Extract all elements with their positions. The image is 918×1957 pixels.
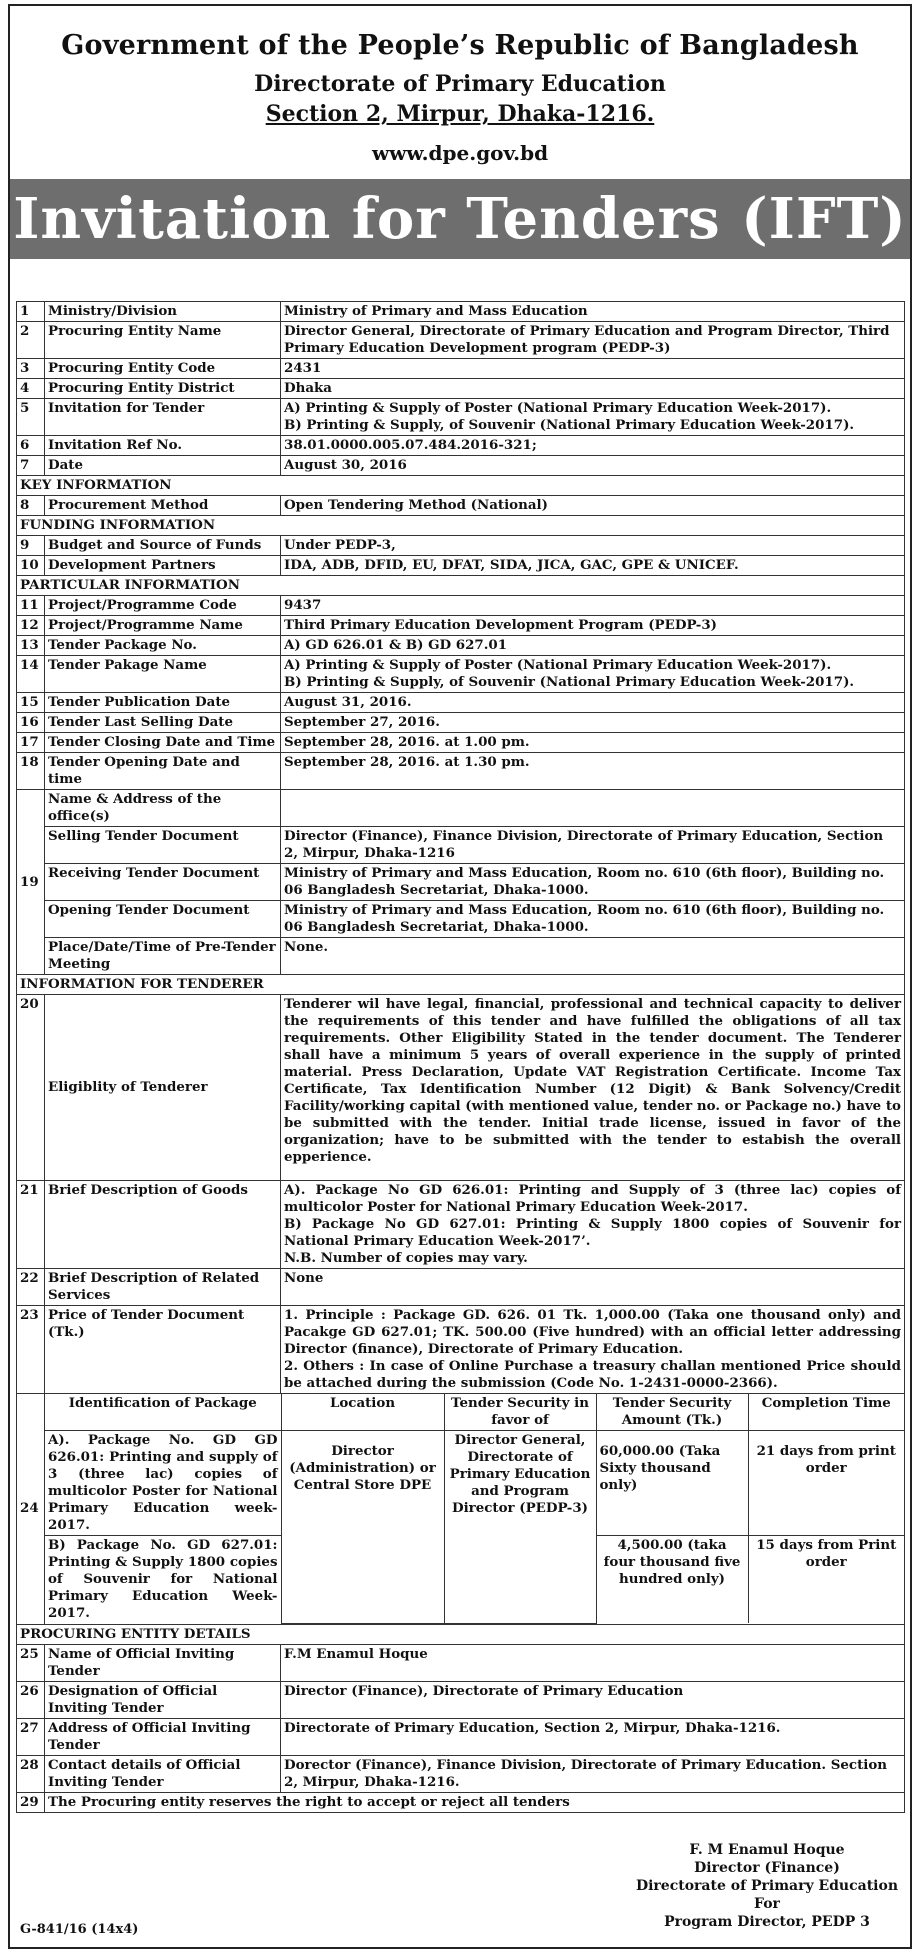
row-value: Director General, Directorate of Primary Education and Program Director, Third Primary Education Development program (PEDP-3): [281, 322, 905, 359]
row-number: 10: [17, 556, 45, 576]
row-label: Project/Programme Name: [45, 616, 281, 636]
row-value: August 30, 2016: [281, 456, 905, 476]
row-label: Name of Official Inviting Tender: [45, 1644, 281, 1681]
row-value: The Procuring entity reserves the right to accept or reject all tenders: [45, 1792, 905, 1812]
row-value: Director (Finance), Finance Division, Directorate of Primary Education, Section 2, Mirpur, Dhaka-1216: [281, 827, 905, 864]
row-number: 5: [17, 399, 45, 436]
value-line: A) Printing & Supply of Poster (National Primary Education Week-2017).: [284, 400, 832, 416]
row-label: Invitation Ref No.: [45, 436, 281, 456]
signatory-organization: Directorate of Primary Education: [635, 1878, 898, 1894]
row-number: 28: [17, 1755, 45, 1792]
value-line: A) Printing & Supply of Poster (National Primary Education Week-2017).: [284, 657, 832, 673]
row-label: Tender Opening Date and time: [45, 753, 281, 790]
row-number: 24: [17, 1394, 45, 1625]
signatory-program: Program Director, PEDP 3: [664, 1914, 870, 1930]
table-row: [17, 901, 905, 938]
table-row: [17, 864, 905, 901]
row-value: [281, 399, 905, 436]
row-label: Development Partners: [45, 556, 281, 576]
table-row: [17, 496, 905, 516]
package-completion-time: 15 days from Print order: [748, 1536, 904, 1624]
row-label: Price of Tender Document (Tk.): [45, 1306, 281, 1394]
row-number: 12: [17, 616, 45, 636]
row-label: Contact details of Official Inviting Tender: [45, 1755, 281, 1792]
row-label: Tender Pakage Name: [45, 656, 281, 693]
package-security-amount: 60,000.00 (Taka Sixty thousand only): [596, 1431, 748, 1536]
row-value: Dhaka: [281, 379, 905, 399]
directorate-address: Section 2, Mirpur, Dhaka-1216.: [265, 101, 655, 127]
row-value: Under PEDP-3,: [281, 536, 905, 556]
row-number: 27: [17, 1718, 45, 1755]
row-value: Directorate of Primary Education, Section 2, Mirpur, Dhaka-1216.: [281, 1718, 905, 1755]
row-label: Brief Description of Goods: [45, 1181, 281, 1269]
row-number: 19: [17, 790, 45, 975]
table-row: [17, 790, 905, 827]
table-row: [17, 536, 905, 556]
row-value: Dorector (Finance), Finance Division, Directorate of Primary Education. Section 2, Mirpur, Dhaka-1216.: [281, 1755, 905, 1792]
row-number: 25: [17, 1644, 45, 1681]
row-value: [281, 1306, 905, 1394]
row-number: 29: [17, 1792, 45, 1812]
section-heading: KEY INFORMATION: [17, 476, 905, 496]
row-label: Receiving Tender Document: [45, 864, 281, 901]
package-identification: A). Package No. GD GD 626.01: Printing and supply of 3 (three lac) copies of multicolor Poster for National Primary Education week-2017.: [45, 1431, 281, 1536]
row-label: Procurement Method: [45, 496, 281, 516]
row-number: 13: [17, 636, 45, 656]
row-number: 14: [17, 656, 45, 693]
row-value: Third Primary Education Development Program (PEDP-3): [281, 616, 905, 636]
table-row: [17, 938, 905, 975]
table-row: [17, 616, 905, 636]
row-number: 8: [17, 496, 45, 516]
row-label: Name & Address of the office(s): [45, 790, 281, 827]
row-value: Ministry of Primary and Mass Education, Room no. 610 (6th floor), Building no. 06 Bangladesh Secretariat, Dhaka-1000.: [281, 901, 905, 938]
notice-header: [10, 30, 910, 165]
row-value: Director (Finance), Directorate of Primary Education: [281, 1681, 905, 1718]
value-line: A). Package No GD 626.01: Printing and Supply of 3 (three lac) copies of multicolor Poster for National Primary Education Week-2017.: [284, 1182, 901, 1215]
value-line: B) Package No GD 627.01: Printing & Supply 1800 copies of Souvenir for National Primary Education Week-2017’.: [284, 1216, 901, 1249]
row-number: 6: [17, 436, 45, 456]
package-table: [45, 1394, 904, 1624]
row-number: 26: [17, 1681, 45, 1718]
package-table-cell: [45, 1394, 905, 1625]
table-row: [17, 827, 905, 864]
package-header: Location: [281, 1394, 444, 1431]
row-value: F.M Enamul Hoque: [281, 1644, 905, 1681]
directorate-title: Directorate of Primary Education: [254, 71, 666, 97]
row-number: 16: [17, 713, 45, 733]
section-heading-row: [17, 576, 905, 596]
row-number: 21: [17, 1181, 45, 1269]
table-row: [17, 399, 905, 436]
row-value: None.: [281, 938, 905, 975]
row-label: Invitation for Tender: [45, 399, 281, 436]
row-value: IDA, ADB, DFID, EU, DFAT, SIDA, JICA, GAC, GPE & UNICEF.: [281, 556, 905, 576]
table-row: [17, 1306, 905, 1394]
table-row: [17, 1718, 905, 1755]
package-location: Director (Administration) or Central Store DPE: [281, 1431, 444, 1624]
row-number: 22: [17, 1269, 45, 1306]
row-number: 18: [17, 753, 45, 790]
website-link[interactable]: www.dpe.gov.bd: [371, 141, 549, 165]
table-row: [17, 1269, 905, 1306]
row-number: 17: [17, 733, 45, 753]
row-number: 3: [17, 359, 45, 379]
section-heading-row: [17, 1624, 905, 1644]
value-line: B) Printing & Supply, of Souvenir (National Primary Education Week-2017).: [284, 674, 855, 690]
table-row: [17, 1644, 905, 1681]
row-number: 9: [17, 536, 45, 556]
row-label: Designation of Official Inviting Tender: [45, 1681, 281, 1718]
package-row: [45, 1431, 904, 1536]
section-heading: FUNDING INFORMATION: [17, 516, 905, 536]
row-value: Ministry of Primary and Mass Education, Room no. 610 (6th floor), Building no. 06 Bangladesh Secretariat, Dhaka-1000.: [281, 864, 905, 901]
row-label: Selling Tender Document: [45, 827, 281, 864]
ift-banner: Invitation for Tenders (IFT): [10, 179, 910, 259]
row-value: [281, 1181, 905, 1269]
row-number: 11: [17, 596, 45, 616]
section-heading: PARTICULAR INFORMATION: [17, 576, 905, 596]
row-number: 2: [17, 322, 45, 359]
row-value: Open Tendering Method (National): [281, 496, 905, 516]
section-heading: PROCURING ENTITY DETAILS: [17, 1624, 905, 1644]
tender-info-table: [16, 301, 905, 1813]
table-row: [17, 322, 905, 359]
row-number: 20: [17, 995, 45, 1181]
row-label: Ministry/Division: [45, 302, 281, 322]
value-line: B) Printing & Supply, of Souvenir (National Primary Education Week-2017).: [284, 417, 855, 433]
row-value: September 28, 2016. at 1.00 pm.: [281, 733, 905, 753]
row-label: Place/Date/Time of Pre-Tender Meeting: [45, 938, 281, 975]
package-header: Completion Time: [748, 1394, 904, 1431]
table-row: [17, 1681, 905, 1718]
table-row: [17, 436, 905, 456]
signatory-title: Director (Finance): [694, 1860, 840, 1876]
row-label: Eligiblity of Tenderer: [45, 995, 281, 1181]
signatory-for: For: [754, 1896, 780, 1912]
row-value: [281, 790, 905, 827]
signatory-name: F. M Enamul Hoque: [689, 1842, 845, 1858]
table-row: [17, 1792, 905, 1812]
government-title: Government of the People’s Republic of Bangladesh: [61, 30, 859, 61]
package-completion-time: 21 days from print order: [748, 1431, 904, 1536]
table-row: [17, 733, 905, 753]
table-row: [17, 753, 905, 790]
tender-notice-page: [8, 4, 912, 1949]
row-label: Procuring Entity Code: [45, 359, 281, 379]
row-label: Address of Official Inviting Tender: [45, 1718, 281, 1755]
row-label: Tender Package No.: [45, 636, 281, 656]
package-header-row: [45, 1394, 904, 1431]
package-security-favor: Director General, Directorate of Primary Education and Program Director (PEDP-3): [444, 1431, 596, 1624]
table-row: [17, 1181, 905, 1269]
package-header: Tender Security Amount (Tk.): [596, 1394, 748, 1431]
row-value: August 31, 2016.: [281, 693, 905, 713]
row-value: 2431: [281, 359, 905, 379]
value-line: 2. Others : In case of Online Purchase a treasury challan mentioned Price should be attached during the submission (Code No. 1-2431-0000-2366).: [284, 1358, 901, 1391]
table-row: [17, 995, 905, 1181]
row-label: Project/Programme Code: [45, 596, 281, 616]
table-row: [17, 302, 905, 322]
table-row: [17, 656, 905, 693]
table-row: [17, 693, 905, 713]
table-row: [17, 359, 905, 379]
table-row: [17, 379, 905, 399]
row-label: Date: [45, 456, 281, 476]
row-number: 23: [17, 1306, 45, 1394]
row-label: Tender Closing Date and Time: [45, 733, 281, 753]
table-row: [17, 456, 905, 476]
table-row: [17, 1394, 905, 1625]
table-row: [17, 713, 905, 733]
row-value: September 27, 2016.: [281, 713, 905, 733]
section-heading-row: [17, 975, 905, 995]
row-number: 1: [17, 302, 45, 322]
row-value: 9437: [281, 596, 905, 616]
section-heading-row: [17, 516, 905, 536]
row-number: 15: [17, 693, 45, 713]
table-row: [17, 1755, 905, 1792]
row-label: Procuring Entity District: [45, 379, 281, 399]
row-label: Opening Tender Document: [45, 901, 281, 938]
row-number: 4: [17, 379, 45, 399]
package-security-amount: 4,500.00 (taka four thousand five hundred only): [596, 1536, 748, 1624]
advertisement-code: G-841/16 (14x4): [20, 1922, 139, 1937]
table-row: [17, 596, 905, 616]
package-identification: B) Package No. GD 627.01: Printing & Supply 1800 copies of Souvenir for National Primary Education Week-2017.: [45, 1536, 281, 1624]
row-number: 7: [17, 456, 45, 476]
package-header: Identification of Package: [45, 1394, 281, 1431]
row-value: September 28, 2016. at 1.30 pm.: [281, 753, 905, 790]
row-label: Budget and Source of Funds: [45, 536, 281, 556]
row-value: None: [281, 1269, 905, 1306]
table-row: [17, 636, 905, 656]
row-label: Tender Last Selling Date: [45, 713, 281, 733]
section-heading: INFORMATION FOR TENDERER: [17, 975, 905, 995]
row-value: [281, 656, 905, 693]
table-row: [17, 556, 905, 576]
section-heading-row: [17, 476, 905, 496]
package-header: Tender Security in favor of: [444, 1394, 596, 1431]
row-label: Procuring Entity Name: [45, 322, 281, 359]
value-line: N.B. Number of copies may vary.: [284, 1250, 528, 1266]
value-line: 1. Principle : Package GD. 626. 01 Tk. 1,000.00 (Taka one thousand only) and Pacakge GD 627.01; TK. 500.00 (Five hundred) with an official letter addressing Director (finance), Directorate of Primary Education.: [284, 1307, 901, 1357]
row-value: Tenderer wil have legal, financial, professional and technical capacity to deliver the requirements of this tender and have fulfilled the obligations of all tax requirements. Other Eligibility Stated in the tender document. The Tenderer shall have a minimum 5 years of overall experience in the supply of printed material. Press Declaration, Update VAT Registration Certificate. Income Tax Certificate, Tax Identification Number (12 Digit) & Bank Solvency/Credit Facility/working capital (with mentioned value, tender no. or Package no.) have to be submitted with the tender. Initial trade license, issued in favor of the organization; have to be submitted with the tender to estabish the overall epperience.: [281, 995, 905, 1181]
row-value: 38.01.0000.005.07.484.2016-321;: [281, 436, 905, 456]
row-label: Brief Description of Related Services: [45, 1269, 281, 1306]
signature-block: [636, 1841, 898, 1931]
row-value: A) GD 626.01 & B) GD 627.01: [281, 636, 905, 656]
row-value: Ministry of Primary and Mass Education: [281, 302, 905, 322]
row-label: Tender Publication Date: [45, 693, 281, 713]
